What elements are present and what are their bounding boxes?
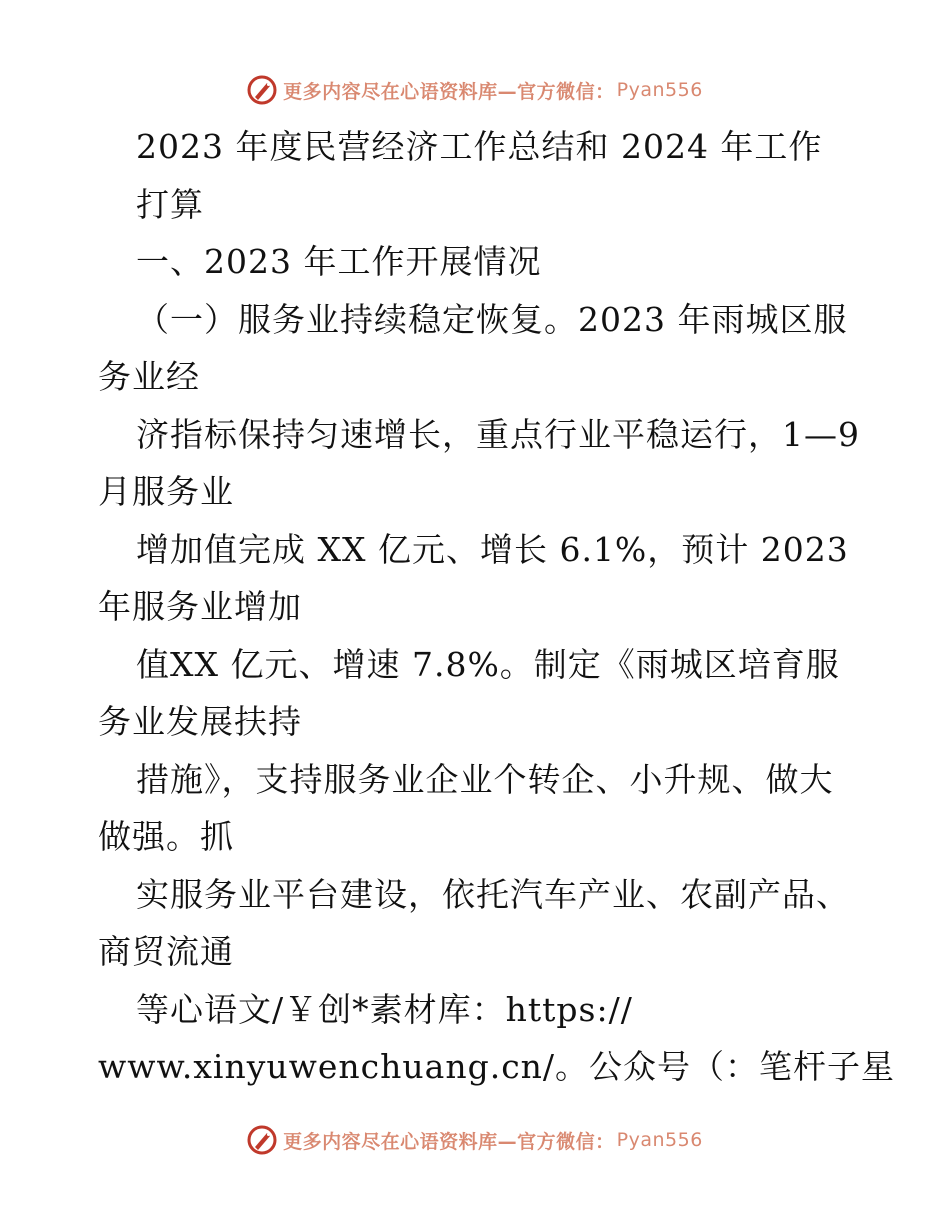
document-line: 月服务业 bbox=[98, 472, 234, 511]
document-line: 措施》，支持服务业企业个转企、小升规、做大 bbox=[136, 759, 834, 799]
document-line: www.xinyuwenchuang.cn/。公众号（：笔杆子星 bbox=[98, 1047, 896, 1086]
document-line: 值XX 亿元、增速 7.8%。制定《雨城区培育服 bbox=[136, 644, 840, 684]
banner-text: 更多内容尽在心语资料库—官方微信： bbox=[283, 80, 615, 103]
document-line: 增加值完成 XX 亿元、增长 6.1%，预计 2023 bbox=[136, 529, 849, 569]
pen-logo-icon bbox=[247, 75, 277, 105]
document-line: 打算 bbox=[136, 184, 204, 224]
document-body bbox=[98, 118, 896, 1096]
document-line: 务业经 bbox=[98, 357, 200, 396]
document-line: 济指标保持匀速增长，重点行业平稳运行，1—9 bbox=[136, 414, 860, 454]
banner-text: 更多内容尽在心语资料库—官方微信： bbox=[283, 1130, 615, 1153]
header-watermark-banner bbox=[0, 70, 950, 110]
banner-wechat-id: Pyan556 bbox=[616, 79, 703, 101]
document-line: 等心语文/￥创*素材库：https:// bbox=[136, 989, 633, 1029]
document-line: 商贸流通 bbox=[98, 932, 234, 971]
document-line: 2023 年度民营经济工作总结和 2024 年工作 bbox=[136, 127, 823, 166]
banner-wechat-id: Pyan556 bbox=[616, 1129, 703, 1151]
document-line: 做强。抓 bbox=[98, 817, 234, 856]
document-line: 务业发展扶持 bbox=[98, 702, 302, 741]
document-line: 年服务业增加 bbox=[98, 587, 302, 626]
pen-logo-icon bbox=[247, 1125, 277, 1155]
document-line: 一、2023 年工作开展情况 bbox=[136, 242, 542, 281]
document-line: 实服务业平台建设，依托汽车产业、农副产品、 bbox=[136, 874, 850, 914]
footer-watermark-banner bbox=[0, 1120, 950, 1160]
document-line: （一）服务业持续稳定恢复。2023 年雨城区服 bbox=[136, 299, 848, 339]
